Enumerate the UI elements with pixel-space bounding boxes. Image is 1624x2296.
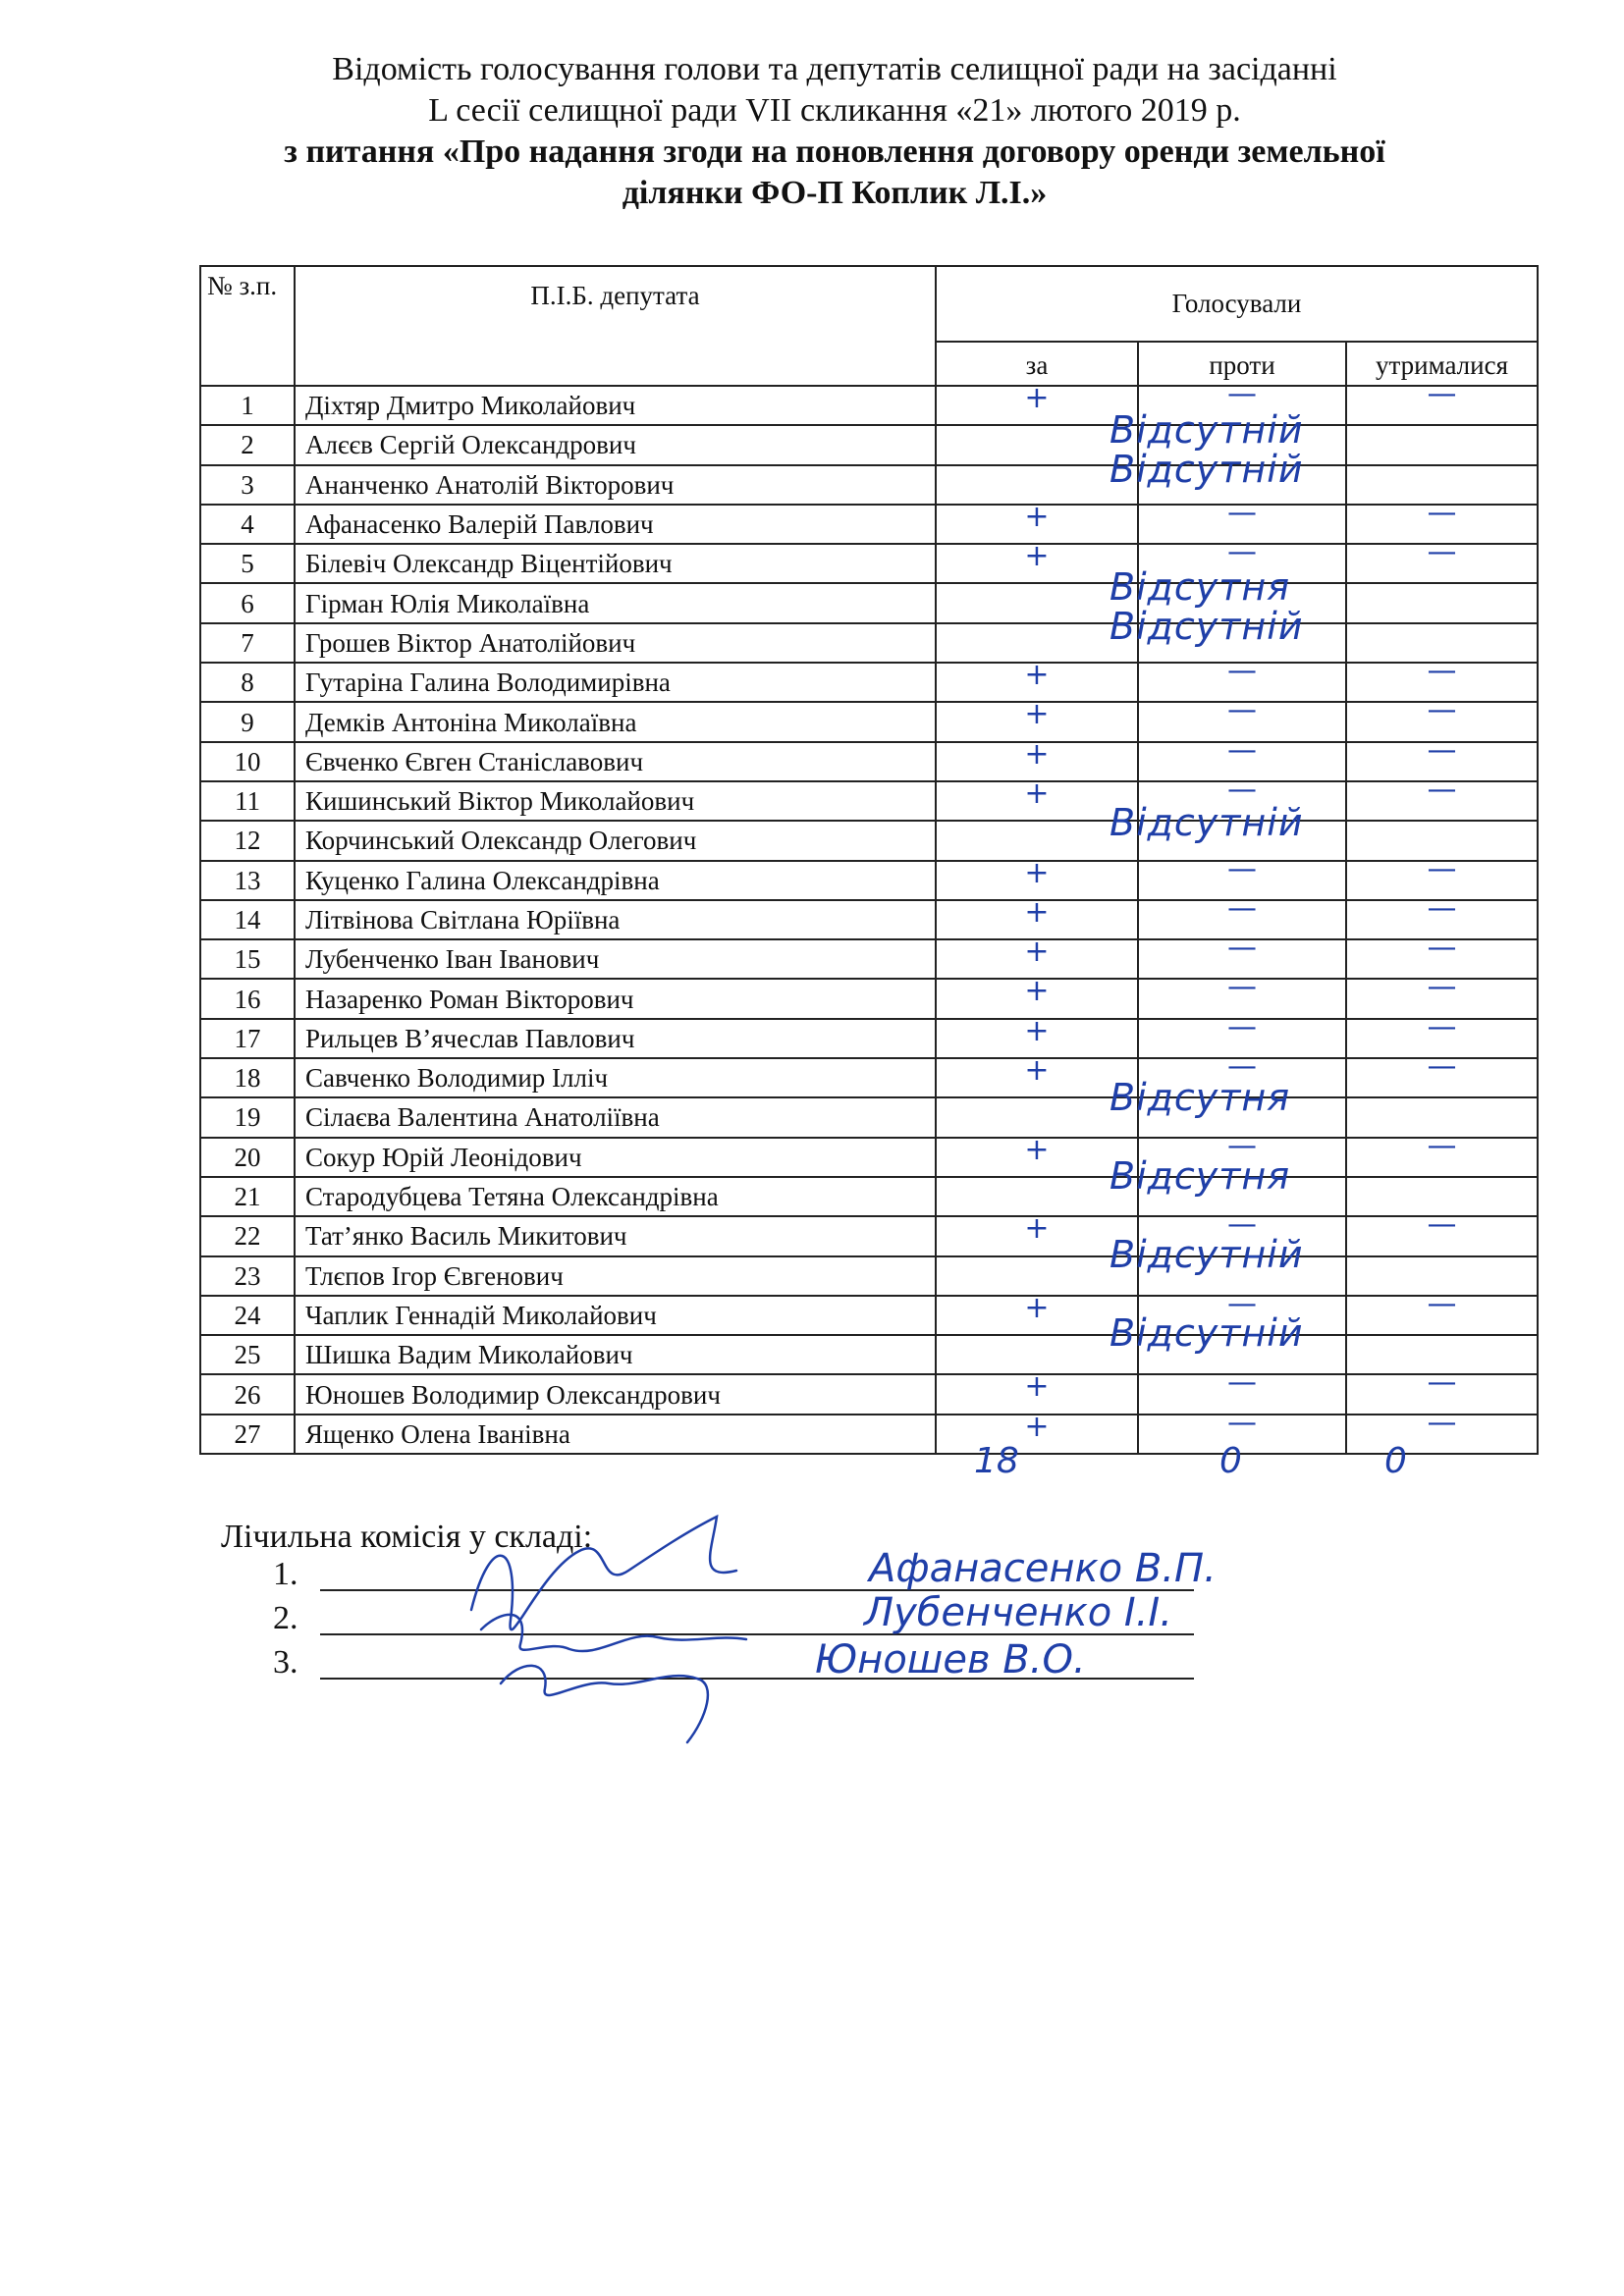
row-number: 12 <box>200 821 295 860</box>
absent-note: Відсутній <box>1110 605 1304 648</box>
dash-mark: — <box>1227 970 1257 1005</box>
dash-mark: — <box>1227 931 1257 966</box>
deputy-name: Чаплик Геннадій Миколайович <box>295 1296 936 1335</box>
title-line-1: Відомість голосування голови та депутатів селищної ради на засіданні <box>332 51 1337 87</box>
table-row <box>200 900 1538 939</box>
dash-mark: — <box>1427 732 1457 768</box>
total-for: 18 <box>974 1441 1019 1481</box>
deputy-name: Ананченко Анатолій Вікторович <box>295 465 936 505</box>
vote-abstained <box>1346 1049 1538 1097</box>
table-row <box>200 663 1538 702</box>
vote-for <box>936 539 1138 583</box>
deputy-name: Євченко Євген Станіславович <box>295 742 936 781</box>
plus-mark: + <box>1024 381 1050 415</box>
vote-for <box>936 623 1138 663</box>
commission-member-1 <box>273 1556 314 1593</box>
absent-note: Відсутній <box>1110 1233 1304 1276</box>
table-row <box>200 742 1538 781</box>
dash-mark: — <box>1227 535 1257 570</box>
table-row <box>200 623 1538 663</box>
dash-mark: — <box>1227 1365 1257 1401</box>
plus-mark: + <box>1024 1409 1050 1444</box>
vote-for <box>936 855 1138 900</box>
table-row <box>200 1058 1538 1097</box>
deputy-name: Корчинський Олександр Олегович <box>295 821 936 860</box>
deputy-name: Гутаріна Галина Володимирівна <box>295 663 936 702</box>
table-row <box>200 781 1538 821</box>
dash-mark: — <box>1227 1405 1257 1440</box>
dash-mark: — <box>1427 1009 1457 1044</box>
member-name-3: Юношев В.О. <box>815 1637 1086 1682</box>
plus-mark: + <box>1024 974 1050 1009</box>
deputy-name: Рильцев В’ячеслав Павлович <box>295 1019 936 1058</box>
plus-mark: + <box>1024 1290 1050 1325</box>
vote-for <box>936 1211 1138 1255</box>
deputy-name: Кишинський Віктор Миколайович <box>295 781 936 821</box>
absent-note: Відсутня <box>1110 1076 1291 1119</box>
header-name: П.І.Б. депутата <box>295 266 936 386</box>
vote-abstained <box>1346 1128 1538 1177</box>
header-abstained: утрималися <box>1346 342 1538 387</box>
deputy-name: Гірман Юлія Миколаївна <box>295 583 936 622</box>
row-number: 22 <box>200 1216 295 1255</box>
vote-for <box>936 1132 1138 1177</box>
table-row <box>200 1097 1538 1137</box>
title-line-3: з питання «Про надання згоди на поновлення договору оренди земельної <box>284 133 1385 170</box>
vote-for <box>936 775 1138 821</box>
dash-mark: — <box>1227 732 1257 768</box>
row-number: 21 <box>200 1177 295 1216</box>
vote-for <box>936 934 1138 979</box>
table-row <box>200 1019 1538 1058</box>
vote-abstained <box>1346 535 1538 583</box>
row-number: 10 <box>200 742 295 781</box>
deputy-name: Куценко Галина Олександрівна <box>295 861 936 900</box>
dash-mark: — <box>1427 851 1457 886</box>
vote-abstained <box>1346 772 1538 821</box>
dash-mark: — <box>1427 970 1457 1005</box>
plus-mark: + <box>1024 736 1050 772</box>
title-line-4: ділянки ФО-П Коплик Л.І.» <box>622 175 1048 211</box>
plus-mark: + <box>1024 658 1050 693</box>
plus-mark: + <box>1024 1053 1050 1089</box>
member-number: 2. <box>273 1600 298 1636</box>
dash-mark: — <box>1427 772 1457 807</box>
dash-mark: — <box>1427 1365 1457 1401</box>
vote-for <box>936 1335 1138 1374</box>
vote-for <box>936 425 1138 464</box>
header-voted: Голосували <box>936 266 1538 342</box>
table-row <box>200 1216 1538 1255</box>
dash-mark: — <box>1427 1286 1457 1321</box>
table-body <box>200 377 1538 1454</box>
table-row <box>200 939 1538 979</box>
plus-mark: + <box>1024 1211 1050 1247</box>
table-row <box>200 1177 1538 1216</box>
header-against: проти <box>1138 342 1346 387</box>
dash-mark: — <box>1427 1128 1457 1163</box>
table-row <box>200 425 1538 464</box>
deputy-name: Літвінова Світлана Юріївна <box>295 900 936 939</box>
vote-for <box>936 1290 1138 1335</box>
commission-member-2 <box>273 1600 314 1637</box>
row-number: 17 <box>200 1019 295 1058</box>
dash-mark: — <box>1227 1049 1257 1085</box>
vote-for <box>936 821 1138 860</box>
commission-member-3 <box>273 1644 314 1682</box>
signature-1 <box>471 1517 736 1629</box>
row-number: 5 <box>200 544 295 583</box>
absent-note: Відсутня <box>1110 1154 1291 1198</box>
table-row <box>200 465 1538 505</box>
absent-note: Відсутній <box>1110 408 1304 452</box>
table-row <box>200 702 1538 741</box>
row-number: 11 <box>200 781 295 821</box>
vote-for <box>936 658 1138 702</box>
vote-for <box>936 1053 1138 1097</box>
table-row <box>200 386 1538 425</box>
deputy-name: Савченко Володимир Ілліч <box>295 1058 936 1097</box>
deputy-name: Лубенченко Іван Іванович <box>295 939 936 979</box>
row-number: 24 <box>200 1296 295 1335</box>
row-number: 4 <box>200 505 295 544</box>
table-row <box>200 979 1538 1018</box>
deputy-name: Стародубцева Тетяна Олександрівна <box>295 1177 936 1216</box>
absent-note: Відсутній <box>1110 801 1304 844</box>
deputy-name: Шишка Вадим Миколайович <box>295 1335 936 1374</box>
dash-mark: — <box>1227 1286 1257 1321</box>
row-number: 18 <box>200 1058 295 1097</box>
dash-mark: — <box>1427 377 1457 411</box>
row-number: 8 <box>200 663 295 702</box>
deputy-name: Білевіч Олександр Віцентійович <box>295 544 936 583</box>
vote-for <box>936 1256 1138 1296</box>
dash-mark: — <box>1227 1009 1257 1044</box>
vote-for <box>936 583 1138 622</box>
member-name-1: Афанасенко В.П. <box>869 1546 1217 1591</box>
row-number: 15 <box>200 939 295 979</box>
row-number: 25 <box>200 1335 295 1374</box>
plus-mark: + <box>1024 1369 1050 1405</box>
member-number: 3. <box>273 1644 298 1681</box>
commission-label: Лічильна комісія у складі: <box>221 1519 593 1555</box>
vote-for <box>936 1013 1138 1058</box>
voting-table <box>199 265 1539 1455</box>
vote-for <box>936 465 1138 505</box>
vote-abstained <box>1346 425 1538 464</box>
dash-mark: — <box>1427 535 1457 570</box>
row-number: 16 <box>200 979 295 1018</box>
vote-abstained <box>1346 583 1538 622</box>
table-row <box>200 1374 1538 1414</box>
dash-mark: — <box>1227 772 1257 807</box>
vote-for <box>936 1177 1138 1216</box>
vote-abstained <box>1346 1405 1538 1454</box>
row-number: 26 <box>200 1374 295 1414</box>
signature-3 <box>501 1666 708 1742</box>
dash-mark: — <box>1427 654 1457 689</box>
total-abstained: 0 <box>1384 1441 1407 1481</box>
vote-for <box>936 381 1138 425</box>
dash-mark: — <box>1227 1207 1257 1243</box>
plus-mark: + <box>1024 934 1050 970</box>
member-number: 1. <box>273 1556 298 1592</box>
deputy-name: Ященко Олена Іванівна <box>295 1415 936 1454</box>
dash-mark: — <box>1227 1128 1257 1163</box>
table-row <box>200 544 1538 583</box>
plus-mark: + <box>1024 539 1050 574</box>
deputy-name: Алєєв Сергій Олександрович <box>295 425 936 464</box>
table-row <box>200 861 1538 900</box>
plus-mark: + <box>1024 1013 1050 1048</box>
dash-mark: — <box>1227 377 1257 411</box>
row-number: 6 <box>200 583 295 622</box>
row-number: 7 <box>200 623 295 663</box>
row-number: 23 <box>200 1256 295 1296</box>
table-row <box>200 821 1538 860</box>
row-number: 9 <box>200 702 295 741</box>
deputy-name: Юношев Володимир Олександрович <box>295 1374 936 1414</box>
row-number: 2 <box>200 425 295 464</box>
vote-for <box>936 736 1138 781</box>
row-number: 3 <box>200 465 295 505</box>
absent-note: Відсутня <box>1110 565 1291 609</box>
table-row <box>200 1256 1538 1296</box>
dash-mark: — <box>1227 495 1257 530</box>
signature-2 <box>481 1615 746 1651</box>
header-number: № з.п. <box>200 266 295 386</box>
table-row <box>200 505 1538 544</box>
plus-mark: + <box>1024 1132 1050 1167</box>
document-title <box>147 49 1522 214</box>
plus-mark: + <box>1024 697 1050 732</box>
member-name-2: Лубенченко І.І. <box>864 1590 1172 1635</box>
absent-note: Відсутній <box>1110 448 1304 491</box>
deputy-name: Сілаєва Валентина Анатоліївна <box>295 1097 936 1137</box>
deputy-name: Діхтяр Дмитро Миколайович <box>295 386 936 425</box>
dash-mark: — <box>1427 1405 1457 1440</box>
plus-mark: + <box>1024 775 1050 811</box>
table-row <box>200 1138 1538 1177</box>
dash-mark: — <box>1427 495 1457 530</box>
dash-mark: — <box>1427 693 1457 728</box>
plus-mark: + <box>1024 499 1050 534</box>
vote-abstained <box>1346 377 1538 425</box>
dash-mark: — <box>1227 693 1257 728</box>
table-row <box>200 583 1538 622</box>
row-number: 20 <box>200 1138 295 1177</box>
header-for: за <box>936 342 1138 387</box>
vote-for <box>936 499 1138 544</box>
dash-mark: — <box>1227 654 1257 689</box>
vote-for <box>936 697 1138 741</box>
dash-mark: — <box>1427 1049 1457 1085</box>
dash-mark: — <box>1427 890 1457 926</box>
vote-for <box>936 1097 1138 1137</box>
title-line-2: L сесії селищної ради VII скликання «21» лютого 2019 р. <box>428 92 1241 129</box>
vote-abstained <box>1346 1286 1538 1335</box>
dash-mark: — <box>1227 890 1257 926</box>
vote-against <box>1138 1405 1346 1454</box>
total-against: 0 <box>1219 1441 1242 1481</box>
deputy-name: Назаренко Роман Вікторович <box>295 979 936 1018</box>
deputy-name: Грошев Віктор Анатолійович <box>295 623 936 663</box>
row-number: 1 <box>200 386 295 425</box>
row-number: 27 <box>200 1415 295 1454</box>
absent-note: Відсутній <box>1110 1311 1304 1355</box>
vote-for <box>936 894 1138 939</box>
table-row <box>200 1335 1538 1374</box>
deputy-name: Тат’янко Василь Микитович <box>295 1216 936 1255</box>
plus-mark: + <box>1024 855 1050 890</box>
table-row <box>200 1296 1538 1335</box>
vote-abstained <box>1346 1207 1538 1255</box>
dash-mark: — <box>1427 931 1457 966</box>
row-number: 13 <box>200 861 295 900</box>
deputy-name: Сокур Юрій Леонідович <box>295 1138 936 1177</box>
deputy-name: Афанасенко Валерій Павлович <box>295 505 936 544</box>
row-number: 19 <box>200 1097 295 1137</box>
deputy-name: Демків Антоніна Миколаївна <box>295 702 936 741</box>
deputy-name: Тлєпов Ігор Євгенович <box>295 1256 936 1296</box>
dash-mark: — <box>1427 1207 1457 1243</box>
vote-for <box>936 974 1138 1018</box>
handwritten-signatures <box>461 1512 874 1747</box>
dash-mark: — <box>1227 851 1257 886</box>
plus-mark: + <box>1024 894 1050 930</box>
table-row <box>200 1415 1538 1454</box>
vote-for <box>936 1409 1138 1454</box>
row-number: 14 <box>200 900 295 939</box>
vote-for <box>936 1369 1138 1414</box>
